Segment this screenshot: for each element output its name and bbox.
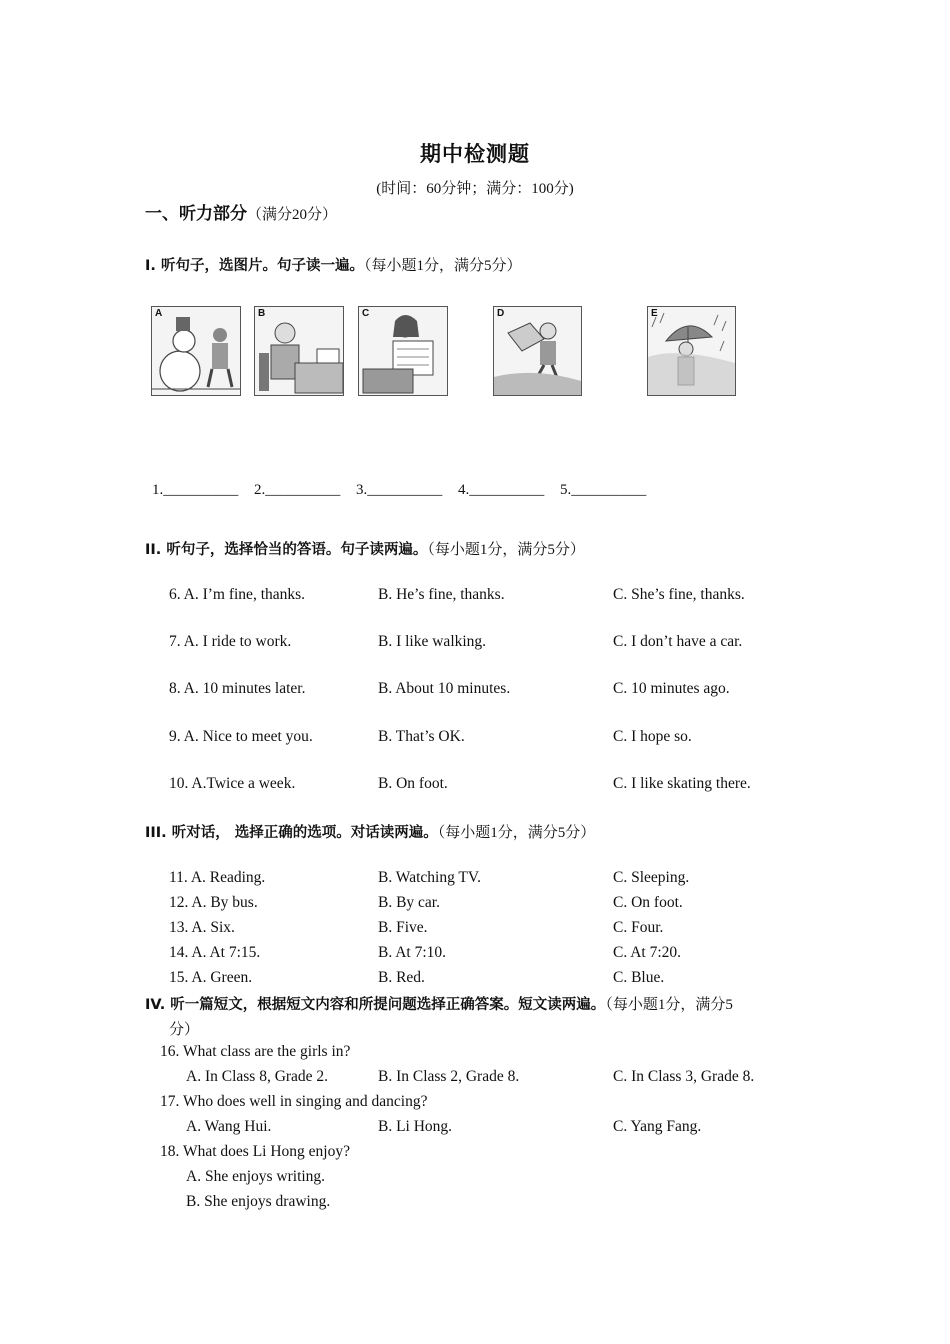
picture-d	[493, 306, 582, 396]
section-1-title: I. 听句子，选图片。句子读一遍。	[145, 258, 364, 274]
q14-option-a[interactable]: 14. A. At 7:15.	[169, 944, 261, 961]
picture-a	[151, 306, 241, 396]
section-3-heading	[145, 821, 595, 842]
q13-option-b[interactable]: B. Five.	[378, 919, 428, 936]
q11-option-b[interactable]: B. Watching TV.	[378, 869, 481, 886]
man-writing-picture	[255, 307, 343, 395]
q18-question: 18. What does Li Hong enjoy?	[160, 1143, 350, 1160]
q6-option-a[interactable]: 6. A. I’m fine, thanks.	[169, 586, 306, 603]
q18-option-b[interactable]: B. She enjoys drawing.	[186, 1193, 331, 1210]
answer-blank-1[interactable]: 1.__________	[152, 482, 239, 498]
q9-option-b[interactable]: B. That’s OK.	[378, 728, 465, 745]
q6-option-b[interactable]: B. He’s fine, thanks.	[378, 586, 505, 603]
section-4-title: IV. 听一篇短文，根据短文内容和所提问题选择正确答案。短文读两遍。	[145, 997, 606, 1013]
section-4-heading	[145, 993, 733, 1014]
section-2-note: （每小题1分，满分5分）	[427, 542, 585, 558]
q7-option-c[interactable]: C. I don’t have a car.	[613, 633, 743, 650]
q10-option-a[interactable]: 10. A.Twice a week.	[169, 775, 296, 792]
q12-option-c[interactable]: C. On foot.	[613, 894, 683, 911]
q9-option-a[interactable]: 9. A. Nice to meet you.	[169, 728, 313, 745]
q10-option-c[interactable]: C. I like skating there.	[613, 775, 751, 792]
q6-option-c[interactable]: C. She’s fine, thanks.	[613, 586, 745, 603]
section-3-title: III. 听对话， 选择正确的选项。对话读两遍。	[145, 825, 438, 841]
section-3-note: （每小题1分，满分5分）	[437, 825, 596, 841]
woman-reading-newspaper-picture	[359, 307, 447, 395]
part-one-title: 一、听力部分	[145, 204, 247, 224]
exam-time-info: (时间：60分钟；满分：100分)	[376, 181, 574, 197]
picture-d-label: D	[497, 308, 505, 319]
q8-option-b[interactable]: B. About 10 minutes.	[378, 680, 511, 697]
section-1-heading	[145, 254, 521, 275]
q12-option-b[interactable]: B. By car.	[378, 894, 440, 911]
part-one-heading	[145, 199, 337, 224]
q13-option-a[interactable]: 13. A. Six.	[169, 919, 235, 936]
snowman-girl-picture	[152, 307, 240, 395]
q15-option-a[interactable]: 15. A. Green.	[169, 969, 253, 986]
picture-e-label: E	[651, 308, 658, 319]
q15-option-c[interactable]: C. Blue.	[613, 969, 665, 986]
q15-option-b[interactable]: B. Red.	[378, 969, 425, 986]
picture-c	[358, 306, 448, 396]
picture-b-label: B	[258, 308, 266, 319]
boy-carrying-box-picture	[494, 307, 581, 395]
q16-option-c[interactable]: C. In Class 3, Grade 8.	[613, 1068, 755, 1085]
q7-option-b[interactable]: B. I like walking.	[378, 633, 487, 650]
answer-blank-5[interactable]: 5.__________	[560, 482, 647, 498]
q10-option-b[interactable]: B. On foot.	[378, 775, 448, 792]
answer-blank-2[interactable]: 2.__________	[254, 482, 341, 498]
q17-question: 17. Who does well in singing and dancing?	[160, 1093, 428, 1110]
q17-option-a[interactable]: A. Wang Hui.	[186, 1118, 272, 1135]
q11-option-a[interactable]: 11. A. Reading.	[169, 869, 266, 886]
picture-c-label: C	[362, 308, 370, 319]
picture-a-label: A	[155, 308, 163, 319]
section-4-note-continued: 分）	[169, 1022, 200, 1038]
answer-blank-3[interactable]: 3.__________	[356, 482, 443, 498]
picture-b	[254, 306, 344, 396]
q16-question: 16. What class are the girls in?	[160, 1043, 351, 1060]
picture-e	[647, 306, 736, 396]
q16-option-b[interactable]: B. In Class 2, Grade 8.	[378, 1068, 520, 1085]
q14-option-c[interactable]: C. At 7:20.	[613, 944, 682, 961]
section-2-heading	[145, 538, 585, 559]
q14-option-b[interactable]: B. At 7:10.	[378, 944, 447, 961]
section-4-note: （每小题1分，满分5	[605, 997, 733, 1013]
q17-option-c[interactable]: C. Yang Fang.	[613, 1118, 702, 1135]
q8-option-c[interactable]: C. 10 minutes ago.	[613, 680, 730, 697]
q9-option-c[interactable]: C. I hope so.	[613, 728, 692, 745]
q12-option-a[interactable]: 12. A. By bus.	[169, 894, 258, 911]
part-one-note: （满分20分）	[247, 207, 338, 223]
answer-blanks	[152, 482, 658, 499]
section-1-note: （每小题1分，满分5分）	[363, 258, 522, 274]
q7-option-a[interactable]: 7. A. I ride to work.	[169, 633, 292, 650]
q13-option-c[interactable]: C. Four.	[613, 919, 664, 936]
answer-blank-4[interactable]: 4.__________	[458, 482, 545, 498]
q17-option-b[interactable]: B. Li Hong.	[378, 1118, 453, 1135]
section-2-title: II. 听句子，选择恰当的答语。句子读两遍。	[145, 542, 428, 558]
girl-umbrella-rain-picture	[648, 307, 735, 395]
q8-option-a[interactable]: 8. A. 10 minutes later.	[169, 680, 306, 697]
page-title: 期中检测题	[420, 142, 530, 166]
q11-option-c[interactable]: C. Sleeping.	[613, 869, 690, 886]
q18-option-a[interactable]: A. She enjoys writing.	[186, 1168, 326, 1185]
q16-option-a[interactable]: A. In Class 8, Grade 2.	[186, 1068, 329, 1085]
